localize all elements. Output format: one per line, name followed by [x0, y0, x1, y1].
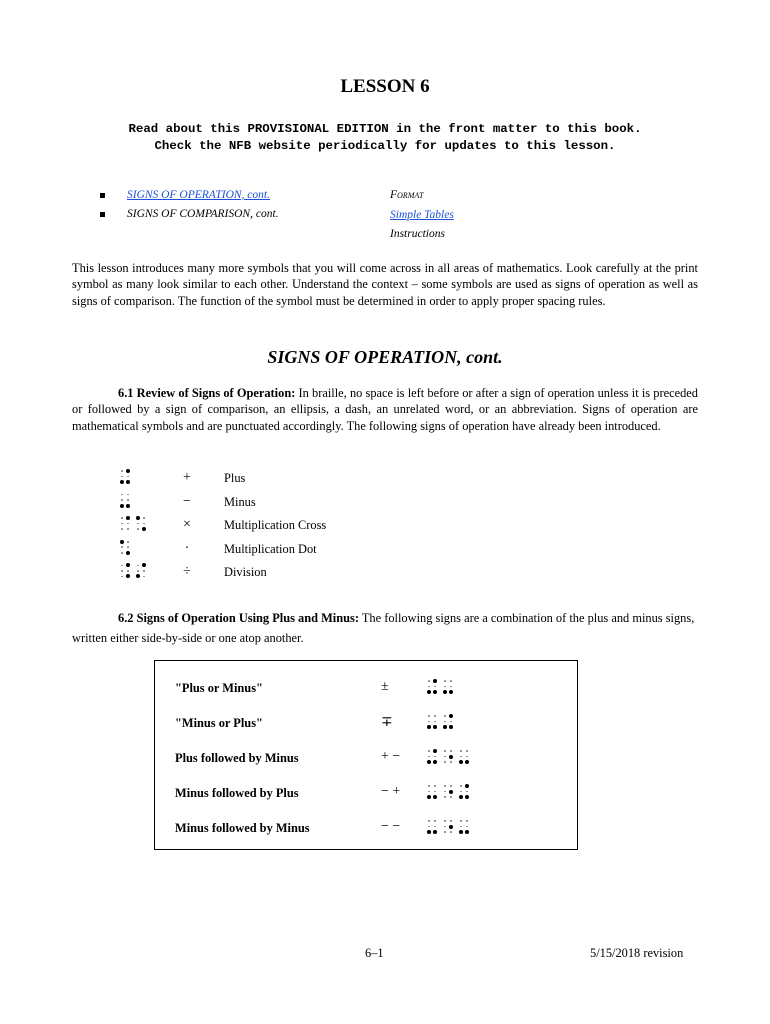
braille-dot-raised — [433, 830, 437, 834]
braille-dot-blank — [143, 576, 145, 578]
braille-dot-raised — [459, 760, 463, 764]
operation-name: Multiplication Dot — [224, 541, 317, 556]
braille-dot-blank — [450, 785, 452, 787]
combination-label: Minus followed by Plus — [175, 786, 299, 800]
braille-dot-blank — [137, 565, 139, 567]
braille-dot-raised — [443, 725, 447, 729]
paragraph-6-1 — [72, 385, 698, 434]
braille-dot-raised — [465, 795, 469, 799]
braille-dot-raised — [459, 795, 463, 799]
braille-dot-blank — [127, 494, 129, 496]
braille-dot-raised — [465, 830, 469, 834]
braille-dot-blank — [434, 785, 436, 787]
braille-dot-blank — [450, 721, 452, 723]
print-symbol: − — [183, 493, 191, 509]
braille-dot-blank — [127, 528, 129, 530]
braille-dot-blank — [460, 791, 462, 793]
operation-name: Minus — [224, 494, 256, 509]
operation-row — [118, 492, 518, 516]
braille-dot-blank — [466, 750, 468, 752]
combination-label: "Plus or Minus" — [175, 681, 263, 695]
braille-dot-raised — [427, 795, 431, 799]
braille-dot-raised — [142, 527, 146, 531]
braille-dot-blank — [121, 517, 123, 519]
braille-dot-raised — [433, 749, 437, 753]
braille-dot-blank — [466, 826, 468, 828]
braille-dot-raised — [120, 504, 124, 508]
braille-dot-blank — [444, 686, 446, 688]
braille-dot-blank — [143, 570, 145, 572]
braille-dot-raised — [433, 679, 437, 683]
combination-row — [175, 817, 575, 839]
braille-dot-raised — [449, 714, 453, 718]
braille-dot-raised — [126, 516, 130, 520]
print-symbol: ∓ — [381, 715, 393, 730]
print-symbol: · — [184, 540, 190, 556]
braille-dot-raised — [142, 563, 146, 567]
braille-dot-blank — [460, 785, 462, 787]
braille-dot-blank — [121, 565, 123, 567]
operation-name: Multiplication Cross — [224, 518, 327, 533]
braille-dot-blank — [444, 715, 446, 717]
provisional-notice — [0, 121, 770, 155]
braille-dot-blank — [434, 715, 436, 717]
braille-dot-blank — [428, 680, 430, 682]
braille-dot-raised — [433, 725, 437, 729]
braille-dot-blank — [428, 791, 430, 793]
braille-dot-blank — [121, 552, 123, 554]
print-symbol: ± — [381, 679, 389, 694]
braille-dot-raised — [433, 760, 437, 764]
braille-dot-blank — [121, 499, 123, 501]
braille-dot-blank — [428, 785, 430, 787]
combination-label: Plus followed by Minus — [175, 751, 299, 765]
braille-dot-raised — [120, 540, 124, 544]
braille-dot-blank — [143, 517, 145, 519]
braille-dot-blank — [444, 785, 446, 787]
braille-dot-raised — [427, 725, 431, 729]
braille-dot-blank — [428, 721, 430, 723]
braille-dot-raised — [126, 563, 130, 567]
braille-dot-blank — [428, 715, 430, 717]
braille-dot-raised — [459, 830, 463, 834]
paragraph-label: 6.2 Signs of Operation Using Plus and Minus: — [118, 611, 359, 625]
braille-dot-blank — [121, 476, 123, 478]
braille-dot-blank — [444, 791, 446, 793]
braille-dot-blank — [434, 686, 436, 688]
braille-dot-blank — [460, 820, 462, 822]
braille-dot-blank — [428, 750, 430, 752]
braille-dot-raised — [465, 760, 469, 764]
braille-dot-blank — [127, 499, 129, 501]
braille-dot-blank — [460, 756, 462, 758]
braille-dot-blank — [444, 796, 446, 798]
braille-dot-raised — [465, 784, 469, 788]
toc-link-signs-of-operation[interactable]: SIGNS OF OPERATION, cont. — [127, 189, 270, 201]
braille-dot-raised — [449, 790, 453, 794]
braille-dot-raised — [443, 690, 447, 694]
braille-dot-blank — [444, 756, 446, 758]
operation-row — [118, 515, 518, 539]
combination-row — [175, 782, 575, 804]
braille-dot-blank — [127, 523, 129, 525]
braille-dot-blank — [466, 791, 468, 793]
braille-dot-blank — [466, 820, 468, 822]
braille-dot-blank — [137, 528, 139, 530]
braille-dot-raised — [126, 551, 130, 555]
braille-dot-blank — [434, 791, 436, 793]
braille-dot-blank — [450, 796, 452, 798]
print-symbol: − + — [381, 784, 401, 799]
braille-dot-blank — [444, 826, 446, 828]
lesson-title: LESSON 6 — [340, 76, 430, 97]
paragraph-label: 6.1 Review of Signs of Operation: — [118, 386, 296, 400]
braille-dot-blank — [121, 576, 123, 578]
bullet-icon — [100, 212, 105, 217]
braille-dot-blank — [127, 546, 129, 548]
braille-dot-blank — [428, 826, 430, 828]
toc-format-heading: Format — [390, 189, 424, 201]
braille-dot-raised — [126, 469, 130, 473]
paragraph-text: In braille, no space is left before or after a sign of operation unless it is preceded or followed by a sign of comparison, an ellipsis, a dash, an unrelated word, or an abbreviation. Signs of operation are mathematical symbols and are punctuated accordingly. The following signs of operation have already been introduced. — [72, 386, 698, 433]
combination-row — [175, 677, 575, 699]
print-symbol: + — [183, 470, 191, 485]
print-symbol: + − — [381, 749, 401, 764]
notice-line: Read about this PROVISIONAL EDITION in the front matter to this book. — [128, 122, 642, 136]
combination-label: "Minus or Plus" — [175, 716, 263, 730]
page-number: 6–1 — [365, 946, 384, 960]
paragraph-6-2 — [72, 608, 698, 648]
braille-dot-blank — [121, 546, 123, 548]
braille-dot-raised — [427, 760, 431, 764]
braille-dot-blank — [137, 570, 139, 572]
revision-date: 5/15/2018 revision — [590, 946, 684, 960]
braille-dot-blank — [127, 476, 129, 478]
braille-dot-blank — [434, 721, 436, 723]
braille-dot-blank — [450, 750, 452, 752]
section-heading: SIGNS OF OPERATION, cont. — [267, 347, 503, 367]
braille-dot-blank — [444, 820, 446, 822]
braille-dot-blank — [450, 820, 452, 822]
braille-dot-blank — [127, 570, 129, 572]
braille-dot-blank — [466, 756, 468, 758]
operation-row — [118, 468, 518, 492]
braille-dot-raised — [120, 480, 124, 484]
braille-dot-raised — [136, 574, 140, 578]
braille-dot-raised — [449, 825, 453, 829]
notice-line: Check the NFB website periodically for updates to this lesson. — [154, 139, 616, 153]
braille-dot-blank — [121, 470, 123, 472]
braille-dot-blank — [121, 494, 123, 496]
braille-dot-blank — [444, 831, 446, 833]
braille-dot-blank — [143, 523, 145, 525]
braille-dot-blank — [444, 721, 446, 723]
toc-text-signs-of-comparison: SIGNS OF COMPARISON, cont. — [127, 208, 279, 220]
toc-left — [100, 186, 279, 224]
braille-dot-blank — [428, 820, 430, 822]
braille-dot-raised — [427, 690, 431, 694]
braille-dot-blank — [434, 820, 436, 822]
braille-dot-blank — [450, 831, 452, 833]
braille-dot-blank — [444, 750, 446, 752]
braille-dot-raised — [449, 725, 453, 729]
intro-paragraph: This lesson introduces many more symbols that you will come across in all areas of mathematics. Look carefully at the print symbol as many look similar to each other. Understand the context – some symbols are used as signs of operation as well as signs of comparison. The function of the symbol must be determined in order to apply proper spacing rules. — [72, 261, 698, 308]
braille-dot-blank — [450, 686, 452, 688]
braille-dot-blank — [137, 523, 139, 525]
braille-dot-blank — [460, 826, 462, 828]
combinations-table — [154, 660, 578, 850]
toc-item — [100, 205, 279, 224]
operation-row — [118, 539, 518, 563]
braille-dot-raised — [449, 690, 453, 694]
braille-dot-blank — [444, 680, 446, 682]
toc-instructions: Instructions — [390, 228, 445, 240]
operation-row — [118, 562, 518, 586]
braille-dot-blank — [434, 826, 436, 828]
toc-link-simple-tables[interactable]: Simple Tables — [390, 208, 454, 221]
print-symbol: ÷ — [183, 564, 191, 580]
braille-dot-blank — [428, 686, 430, 688]
braille-dot-raised — [126, 504, 130, 508]
combination-row — [175, 747, 575, 769]
braille-dot-raised — [427, 830, 431, 834]
braille-dot-blank — [121, 523, 123, 525]
braille-dot-blank — [450, 761, 452, 763]
bullet-icon — [100, 193, 105, 198]
braille-dot-raised — [449, 755, 453, 759]
braille-dot-blank — [121, 570, 123, 572]
braille-dot-blank — [460, 750, 462, 752]
braille-dot-raised — [126, 574, 130, 578]
operation-name: Plus — [224, 471, 246, 485]
combination-label: Minus followed by Minus — [175, 821, 310, 835]
braille-dot-blank — [450, 680, 452, 682]
braille-dot-blank — [428, 756, 430, 758]
braille-dot-raised — [433, 795, 437, 799]
combination-row — [175, 712, 575, 734]
toc-right — [390, 186, 454, 245]
braille-dot-blank — [444, 761, 446, 763]
print-symbol: − − — [381, 819, 401, 834]
braille-dot-raised — [433, 690, 437, 694]
operation-name: Division — [224, 565, 267, 580]
braille-dot-raised — [136, 516, 140, 520]
braille-dot-blank — [127, 541, 129, 543]
toc-item[interactable] — [100, 186, 279, 205]
braille-dot-blank — [121, 528, 123, 530]
braille-dot-raised — [126, 480, 130, 484]
paragraph-text: The following signs are a combination of the plus and minus signs, written either side-by-side or one atop another. — [72, 611, 695, 645]
braille-dot-blank — [434, 756, 436, 758]
print-symbol: × — [183, 517, 191, 533]
